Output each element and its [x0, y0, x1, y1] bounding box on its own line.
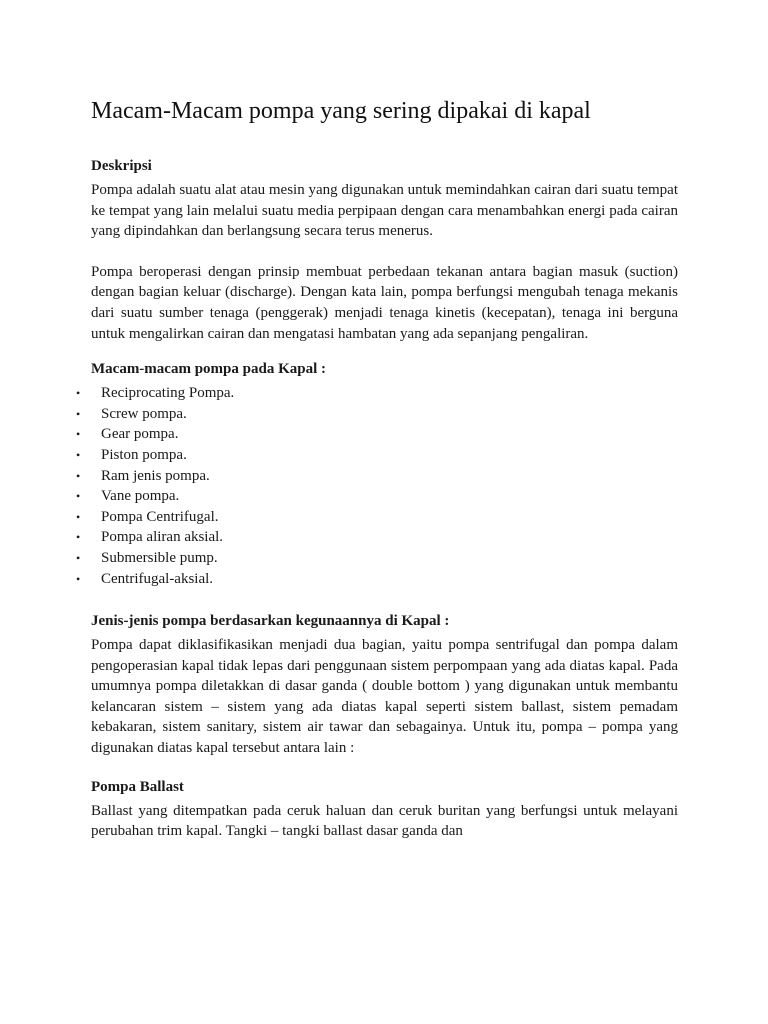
- list-item: [76, 383, 678, 404]
- paragraph-definisi-pompa: Pompa adalah suatu alat atau mesin yang digunakan untuk memindahkan cairan dari suatu tempat ke tempat yang lain melalui suatu media perpipaan dengan cara menambahkan energi pada cairan yang dipindahkan dan berlangsung secara terus menerus.: [91, 182, 678, 240]
- paragraph-prinsip-pompa: Pompa beroperasi dengan prinsip membuat perbedaan tekanan antara bagian masuk (suction) dengan bagian keluar (discharge). Dengan kata lain, pompa berfungsi mengubah tenaga mekanis dari suatu sumber tenaga (penggerak) menjadi tenaga kinetis (kecepatan), tenaga ini berguna untuk mengalirkan cairan dan mengatasi hambatan yang ada sepanjang pengaliran.: [91, 263, 678, 342]
- list-item: [76, 424, 678, 445]
- paragraph-jenis-pompa: Pompa dapat diklasifikasikan menjadi dua bagian, yaitu pompa sentrifugal dan pompa dalam pengoperasian kapal tidak lepas dari penggunaan sistem perpompaan yang ada diatas kapal. Pada umumnya pompa diletakkan di dasar ganda ( double bottom ) yang digunakan untuk membantu kelancaran sistem – sistem yang ada diatas kapal seperti sistem ballast, sistem pemadam kebakaran, sistem sanitary, sistem air tawar dan sebagainya. Untuk itu, pompa – pompa yang digunakan diatas kapal tersebut antara lain :: [91, 637, 678, 757]
- list-item: [76, 527, 678, 548]
- bullet-icon: •: [76, 447, 81, 462]
- bullet-icon: •: [76, 530, 81, 545]
- section-pompa-ballast: [91, 777, 678, 842]
- list-item-label: Centrifugal-aksial.: [101, 570, 214, 587]
- list-item-label: Gear pompa.: [101, 426, 179, 443]
- list-item-label: Submersible pump.: [101, 549, 218, 566]
- list-item: [76, 466, 678, 487]
- section-heading-jenis: Jenis-jenis pompa berdasarkan kegunaannya di Kapal :: [91, 613, 450, 630]
- list-item-label: Pompa aliran aksial.: [101, 529, 224, 546]
- list-item: [76, 404, 678, 425]
- document-page: [76, 96, 678, 842]
- bullet-icon: •: [76, 386, 81, 401]
- bullet-icon: •: [76, 427, 81, 442]
- list-item: [76, 548, 678, 569]
- bullet-icon: •: [76, 406, 81, 421]
- bullet-icon: •: [76, 489, 81, 504]
- list-item: [76, 486, 678, 507]
- list-item-label: Vane pompa.: [101, 488, 180, 505]
- bullet-icon: •: [76, 509, 81, 524]
- list-item: [76, 569, 678, 590]
- section-heading-deskripsi: Deskripsi: [91, 158, 152, 174]
- section-jenis-pompa: [91, 611, 678, 759]
- pump-type-list: [76, 383, 678, 589]
- bullet-icon: •: [76, 571, 81, 586]
- bullet-icon: •: [76, 468, 81, 483]
- list-item-label: Pompa Centrifugal.: [101, 508, 219, 525]
- list-item-label: Piston pompa.: [101, 446, 187, 463]
- list-item: [76, 445, 678, 466]
- list-item-label: Ram jenis pompa.: [101, 467, 210, 484]
- document-title: Macam-Macam pompa yang sering dipakai di kapal: [91, 98, 591, 124]
- list-item-label: Screw pompa.: [101, 405, 187, 422]
- list-item: [76, 507, 678, 528]
- section-macam-pompa: [76, 359, 678, 589]
- list-item-label: Reciprocating Pompa.: [101, 385, 235, 402]
- section-deskripsi: [91, 156, 678, 344]
- section-heading-macam: Macam-macam pompa pada Kapal :: [91, 361, 326, 378]
- bullet-icon: •: [76, 550, 81, 565]
- paragraph-pompa-ballast: Ballast yang ditempatkan pada ceruk haluan dan ceruk buritan yang berfungsi untuk melayani perubahan trim kapal. Tangki – tangki ballast dasar ganda dan: [91, 802, 678, 840]
- section-heading-ballast: Pompa Ballast: [91, 778, 184, 795]
